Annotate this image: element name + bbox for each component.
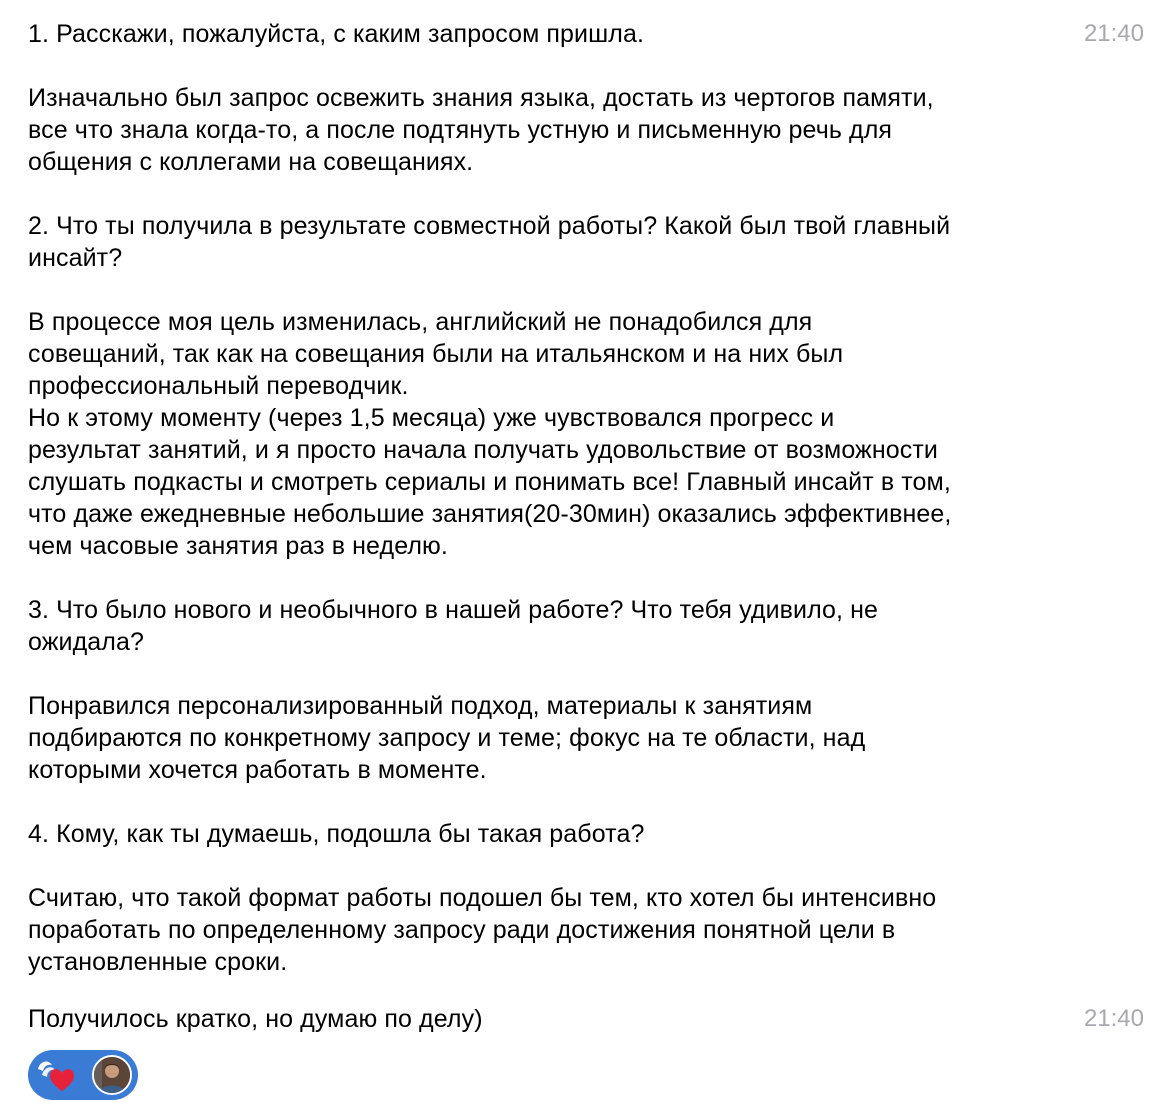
message-text: Получилось кратко, но думаю по делу) xyxy=(28,1005,483,1033)
message-bubble-1[interactable] xyxy=(28,18,1088,978)
message-timestamp: 21:40 xyxy=(1083,1005,1144,1032)
message-text: 1. Расскажи, пожалуйста, с каким запросом пришла. Изначально был запрос освежить знания языка, достать из чертогов памяти, все что знала когда-то, а после подтянуть устную и письменную речь для общения с коллегами на совещаниях. 2. Что ты получила в результате совместной работы? Какой был твой главный инсайт? В процессе моя цель изменилась, английский не понадобился для совещаний, так как на совещания были на итальянском и на них был профессиональный переводчик. Но к этому моменту (через 1,5 месяца) уже чувствовался прогресс и результат занятий, и я просто начала получать удовольствие от возможности слушать подкасты и смотреть сериалы и понимать все! Главный инсайт в том, что даже ежедневные небольшие занятия(20-30мин) оказались эффективнее, чем часовые занятия раз в неделю. 3. Что было нового и необычного в нашей работе? Что тебя удивило, не ожидала? Понравился персонализированный подход, материалы к занятиям подбираются по конкретному запросу и теме; фокус на те области, над которыми хочется работать в моменте. 4. Кому, как ты думаешь, подошла бы такая работа? Считаю, что такой формат работы подошел бы тем, кто хотел бы интенсивно поработать по определенному запросу ради достижения понятной цели в установленные сроки. xyxy=(28,20,952,976)
avatar xyxy=(92,1055,132,1095)
message-bubble-2[interactable] xyxy=(28,1003,1028,1035)
heart-icon xyxy=(34,1055,80,1095)
message-timestamp: 21:40 xyxy=(1083,20,1144,47)
reaction-chip[interactable] xyxy=(28,1050,138,1100)
